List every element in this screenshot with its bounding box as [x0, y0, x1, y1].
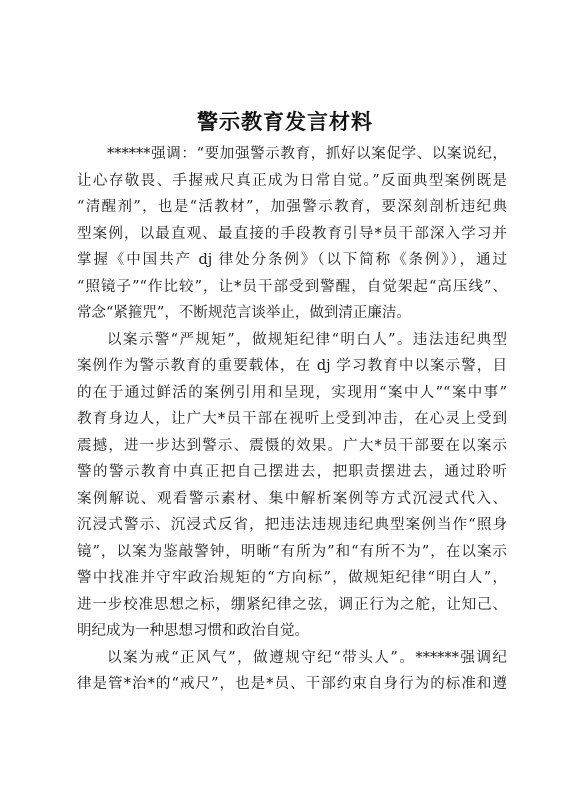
text-line: 型案例，以最直观、最直接的手段教育引导*员干部深入学习并	[77, 225, 507, 242]
paragraph	[77, 645, 507, 698]
text-line: 镜”，以案为鉴敲警钟，明晰“有所为”和“有所不为”，在以案示	[77, 543, 507, 560]
document-title: 警示教育发言材料	[197, 110, 373, 134]
text-line: 明纪成为一种思想习惯和政治自觉。	[77, 623, 309, 639]
text-line: 进一步校准思想之标，绷紧纪律之弦，调正行为之舵，让知己、	[77, 596, 507, 613]
text-line: 以案为戒“正风气”，做遵规守纪“带头人”。******强调纪	[107, 649, 507, 666]
text-line: 律是管*治*的“戒尺”，也是*员、干部约束自身行为的标准和遵	[77, 676, 507, 692]
text-line: 常念“紧箍咒”，不断规范言谈举止，做到清正廉洁。	[77, 305, 411, 321]
document-body	[77, 141, 507, 698]
text-line: 案例作为警示教育的重要载体，在 dj 学习教育中以案示警，目	[77, 358, 507, 374]
text-line: 掌握《中国共产 dj 律处分条例》（以下简称《条例》），通过	[77, 252, 507, 268]
text-line: 以案示警“严规矩”，做规矩纪律“明白人”。违法违纪典型	[107, 331, 507, 348]
text-line: 震撼，进一步达到警示、震慑的效果。广大*员干部要在以案示	[77, 437, 507, 454]
text-line: 让心存敬畏、手握戒尺真正成为日常自觉。”反面典型案例既是	[77, 172, 507, 189]
text-line: “照镜子”“作比较”，让*员干部受到警醒，自觉架起“高压线”、	[77, 278, 507, 295]
text-line: 警的警示教育中真正把自己摆进去，把职责摆进去，通过聆听	[77, 464, 507, 480]
text-line: 教育身边人，让广大*员干部在视听上受到冲击，在心灵上受到	[77, 411, 507, 427]
paragraph	[77, 327, 507, 645]
text-line: 沉浸式警示、沉浸式反省，把违法违规违纪典型案例当作“照身	[77, 517, 507, 533]
paragraph	[77, 141, 507, 327]
text-line: ******强调：“要加强警示教育，抓好以案促学、以案说纪，	[107, 146, 507, 162]
text-line: “清醒剂”，也是“活教材”，加强警示教育，要深刻剖析违纪典	[77, 199, 507, 215]
text-line: 警中找准并守牢政治规矩的“方向标”，做规矩纪律“明白人”，	[77, 570, 507, 586]
text-line: 的在于通过鲜活的案例引用和呈现，实现用“案中人”“案中事”	[77, 384, 507, 401]
text-line: 案例解说、观看警示素材、集中解析案例等方式沉浸式代入、	[77, 490, 507, 507]
